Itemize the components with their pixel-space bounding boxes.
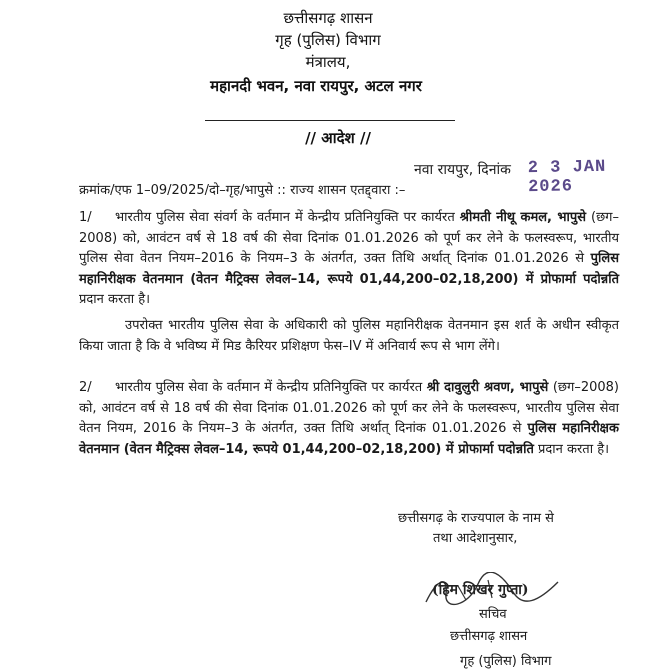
paragraph-text: (छग–2008) को, आवंटन वर्ष से 18 वर्ष की सेवा दिनांक 01.01.2026 को पूर्ण कर लेने के फलस्वरूप, भारतीय पुलिस सेवा वेतन नियम–2016 के नियम–3 के अंतर्गत, उक्त तिथि अर्थात् दिनांक 01.01.2026 से — [79, 210, 619, 266]
officer-name: श्रीमती नीथू कमल, भापुसे — [459, 210, 587, 225]
signatory-name: (हिम शिखर गुप्ता) — [432, 582, 529, 598]
reference-number: क्रमांक/एफ 1–09/2025/दो–गृह/भापुसे :: राज्य शासन एतद्द्वारा :– — [79, 183, 406, 198]
paragraph-1 — [79, 208, 619, 311]
paragraph-number: 1/ — [79, 210, 92, 225]
paragraph-text: भारतीय पुलिस सेवा के वर्तमान में केन्द्रीय प्रतिनियुक्ति पर कार्यरत — [115, 380, 427, 395]
date-stamp: 2 3 JAN 2026 — [527, 157, 607, 198]
signatory-designation: सचिव — [479, 607, 507, 622]
closing-line-1: छत्तीसगढ़ के राज्यपाल के नाम से — [398, 511, 554, 526]
paragraph-text: भारतीय पुलिस सेवा संवर्ग के वर्तमान में केन्द्रीय प्रतिनियुक्ति पर कार्यरत — [115, 210, 460, 225]
signatory-organization: छत्तीसगढ़ शासन — [450, 629, 528, 644]
paragraph-2 — [79, 378, 619, 460]
paragraph-text: उपरोक्त भारतीय पुलिस सेवा के अधिकारी को पुलिस महानिरीक्षक वेतनमान इस शर्त के अधीन स्वीकृत किया जाता है कि वे भविष्य में मिड कैरियर प्रशिक्षण फेस–IV में अनिवार्य रूप से भाग लेंगे। — [79, 318, 619, 354]
promotion-text: पुलिस महानिरीक्षक वेतनमान (वेतन मैट्रिक्स लेवल–14, रूपये 01,44,200–02,18,200) में प्रोफार्मा पदोन्नति — [79, 421, 619, 457]
government-name: छत्तीसगढ़ शासन — [283, 9, 373, 27]
signatory-department: गृह (पुलिस) विभाग — [460, 654, 552, 669]
paragraph-text: प्रदान करता है। — [79, 292, 151, 307]
closing-line-2: तथा आदेशानुसार, — [433, 531, 518, 546]
place-date-label: नवा रायपुर, दिनांक — [414, 162, 511, 178]
department-name: गृह (पुलिस) विभाग — [275, 31, 381, 49]
header-divider — [205, 120, 455, 121]
ministry-name: मंत्रालय, — [305, 53, 351, 71]
address-line: महानदी भवन, नवा रायपुर, अटल नगर — [210, 77, 422, 95]
paragraph-text: (छग–2008) को, आवंटन वर्ष से 18 वर्ष की सेवा दिनांक 01.01.2026 को पूर्ण कर लेने के फलस्वरूप, भारतीय पुलिस सेवा वेतन नियम, 2016 के नियम–3 के अंतर्गत, उक्त तिथि अर्थात् दिनांक 01.01.2026 से — [79, 380, 620, 436]
officer-name: श्री दावुलुरी श्रवण, भापुसे — [426, 380, 549, 395]
order-title: // आदेश // — [305, 129, 371, 147]
paragraph-text: प्रदान करता है। — [533, 441, 610, 457]
promotion-text: पुलिस महानिरीक्षक वेतनमान (वेतन मैट्रिक्स लेवल–14, रूपये 01,44,200–02,18,200) में प्रोफार्मा पदोन्नति — [79, 251, 619, 287]
paragraph-number: 2/ — [79, 380, 92, 395]
paragraph-1-condition — [79, 316, 619, 357]
